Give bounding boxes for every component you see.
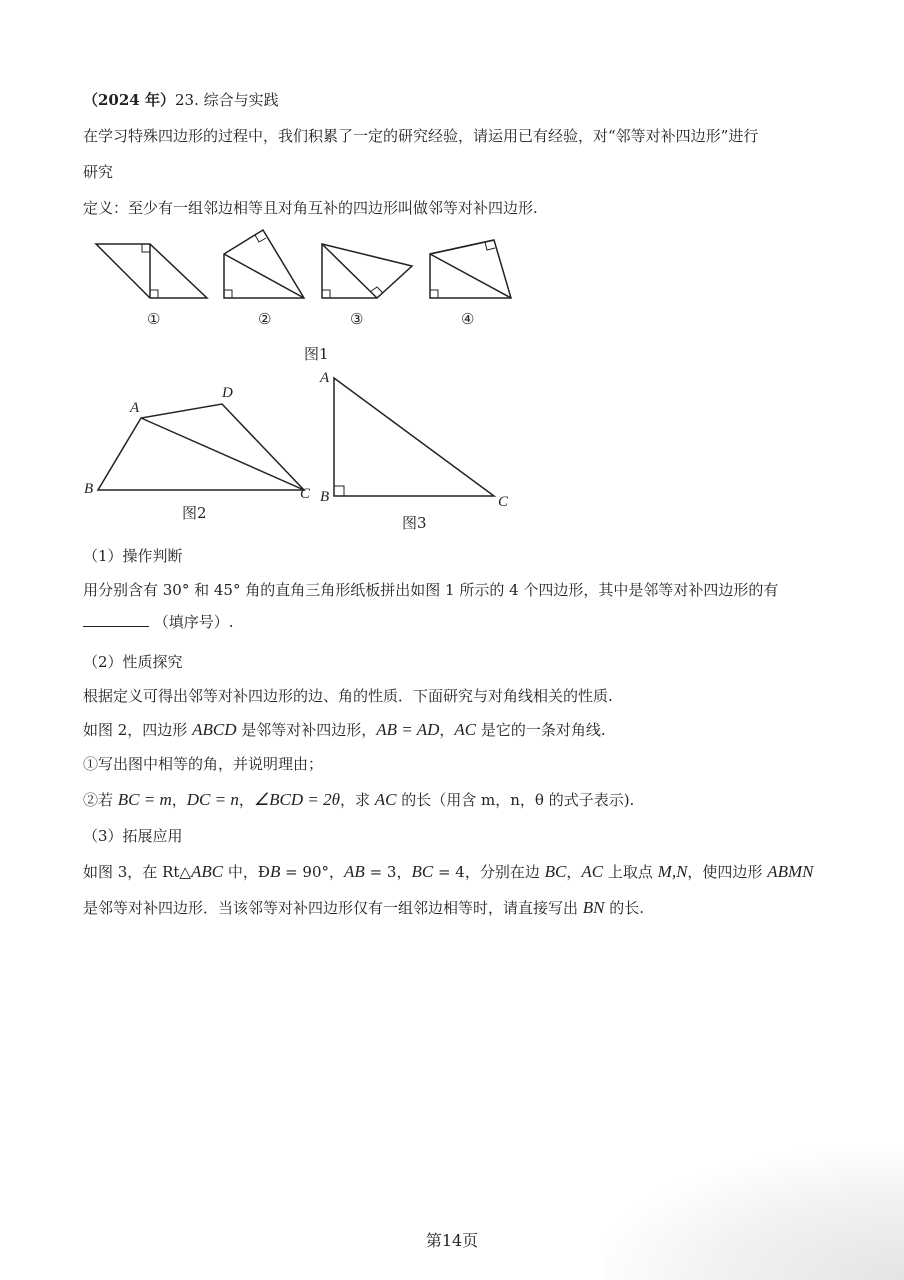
math-bc: BC <box>544 862 567 881</box>
figure1-shape-1 <box>96 244 207 298</box>
figure-area <box>0 0 904 560</box>
text-span: 的长（用含 m，n，θ 的式子表示). <box>396 791 635 809</box>
text-span: ②若 <box>83 791 118 809</box>
math-bc: BC <box>411 862 434 881</box>
text-span: 是它的一条对角线. <box>476 721 606 739</box>
figure3-vertex-b: B <box>320 489 330 505</box>
part3-title: （3）拓展应用 <box>83 827 183 845</box>
part2-line-4 <box>83 790 634 810</box>
page-shadow <box>604 1150 904 1280</box>
figure2-vertex-b: B <box>84 481 94 497</box>
math-mn: M,N <box>657 862 688 881</box>
page-number: 第14页 <box>425 1231 479 1250</box>
math-abmn: ABMN <box>767 862 814 881</box>
text-span: ，使四边形 <box>687 863 768 881</box>
figure1-caption: 图1 <box>304 345 329 363</box>
text-span: ， <box>238 791 254 809</box>
figure1-label-3: ③ <box>350 310 364 328</box>
math-ac: AC <box>454 720 477 739</box>
part2-line-2 <box>83 720 606 740</box>
math-ac: AC <box>581 862 604 881</box>
part1-text: 用分别含有 30° 和 45° 角的直角三角形纸板拼出如图 1 所示的 4 个四边形，其中是邻等对补四边形的有 <box>83 581 779 599</box>
figure2-caption: 图2 <box>182 504 207 522</box>
figure2-vertex-c: C <box>300 486 311 502</box>
figure2-vertex-a: A <box>130 400 140 416</box>
figure1-label-2: ② <box>258 310 272 328</box>
figure1-shape-3 <box>322 244 412 298</box>
question-title: 23. 综合与实践 <box>174 91 279 109</box>
part3-line-2 <box>83 898 644 918</box>
text-span: ， <box>439 721 455 739</box>
math-abcd: ABCD <box>192 720 237 739</box>
figure1-label-4: ④ <box>461 310 475 328</box>
intro-line-2: 研究 <box>83 163 114 181</box>
math-bc-eq-m: BC = m <box>117 790 172 809</box>
intro-line-1: 在学习特殊四边形的过程中，我们积累了一定的研究经验，请运用已有经验，对“邻等对补四边形”进行 <box>83 127 759 145</box>
part1-title: （1）操作判断 <box>83 547 183 565</box>
part2-line-3: ①写出图中相等的角，并说明理由； <box>83 755 324 773</box>
part2-title: （2）性质探究 <box>83 653 183 671</box>
figure3-caption: 图3 <box>402 514 427 532</box>
text-span: ， <box>171 791 187 809</box>
answer-blank <box>83 612 149 627</box>
text-span: 上取点 <box>603 863 658 881</box>
math-dc-eq-n: DC = n <box>186 790 239 809</box>
text-span: 如图 2，四边形 <box>83 721 193 739</box>
text-span: ，求 <box>339 791 375 809</box>
text-span: 的长. <box>604 899 645 917</box>
text-span: 是邻等对补四边形， <box>236 721 377 739</box>
text-span: = 4，分别在边 <box>433 863 545 881</box>
part1-fill-hint: （填序号）. <box>153 613 234 631</box>
text-span: 是邻等对补四边形．当该邻等对补四边形仅有一组邻边相等时，请直接写出 <box>83 899 583 917</box>
part3-line-1 <box>83 862 813 882</box>
figure3-triangle <box>334 378 494 496</box>
text-span: ， <box>566 863 582 881</box>
text-span: 如图 3，在 Rt△ <box>83 863 191 881</box>
figure1-shape-4 <box>430 240 511 298</box>
text-span: = 90°， <box>280 863 345 881</box>
text-span: = 3， <box>364 863 412 881</box>
part2-line-1: 根据定义可得出邻等对补四边形的边、角的性质．下面研究与对角线相关的性质. <box>83 687 613 705</box>
definition-text: 定义：至少有一组邻边相等且对角互补的四边形叫做邻等对补四边形. <box>83 199 538 217</box>
text-span: 中，Ð <box>223 863 270 881</box>
figure3-vertex-c: C <box>498 494 509 510</box>
math-angle-bcd: ∠BCD = 2θ <box>253 790 340 809</box>
math-b: B <box>269 862 281 881</box>
figure2-vertex-d: D <box>222 385 233 401</box>
question-year: （2024 年） <box>83 91 175 109</box>
figure1-shape-2 <box>224 230 304 298</box>
math-abc: ABC <box>190 862 224 881</box>
math-ab: AB <box>344 862 365 881</box>
math-ac: AC <box>374 790 397 809</box>
figure2-quadrilateral <box>98 404 304 490</box>
math-bn: BN <box>582 898 605 917</box>
math-ab-eq-ad: AB = AD <box>376 720 440 739</box>
part1-answer-line <box>83 612 234 632</box>
figure1-label-1: ① <box>147 310 161 328</box>
figure3-vertex-a: A <box>320 370 330 386</box>
